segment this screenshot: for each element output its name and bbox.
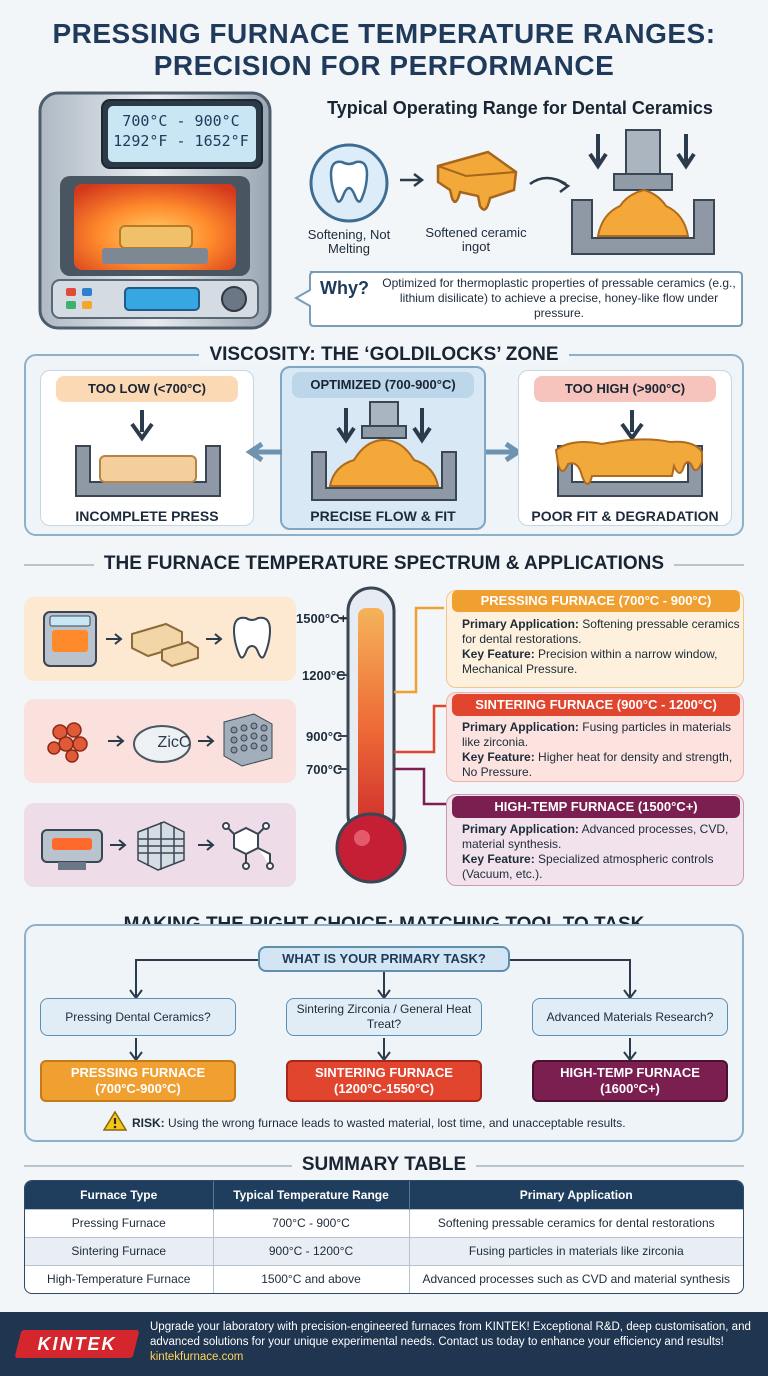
ceramic-ingot-icon (430, 146, 522, 224)
result-sintering-furnace[interactable]: SINTERING FURNACE (1200°C-1550°C) (286, 1060, 482, 1102)
primary-task-question: WHAT IS YOUR PRIMARY TASK? (258, 946, 510, 972)
table-row (25, 1209, 743, 1237)
precise-flow-icon (306, 400, 462, 504)
tooth-icon (306, 140, 392, 230)
table-cell: 900°C - 1200°C (213, 1237, 409, 1265)
summary-heading: SUMMARY TABLE (24, 1154, 744, 1176)
result-hightemp-furnace[interactable]: HIGH-TEMP FURNACE (1600°C+) (532, 1060, 728, 1102)
viscosity-heading: VISCOSITY: THE ‘GOLDILOCKS’ ZONE (24, 344, 744, 366)
task-advanced-research[interactable]: Advanced Materials Research? (532, 998, 728, 1036)
softened-ingot-label: Softened ceramic ingot (425, 225, 527, 254)
tick-900: 900°C (306, 729, 343, 744)
column-header: Primary Application (409, 1181, 743, 1209)
operating-range-heading: Typical Operating Range for Dental Ceramics (327, 98, 713, 118)
too-low-label: TOO LOW (<700°C) (56, 376, 238, 402)
incomplete-press-icon (70, 406, 226, 498)
tick-700: 700°C (306, 762, 343, 777)
result-pressing-furnace[interactable]: PRESSING FURNACE (700°C-900°C) (40, 1060, 236, 1102)
warning-icon (102, 1110, 128, 1132)
task-sintering-zirconia[interactable]: Sintering Zirconia / General Heat Treat? (286, 998, 482, 1036)
press-mold-icon (568, 126, 718, 260)
poor-fit-label: POOR FIT & DEGRADATION (531, 508, 719, 524)
table-cell: Sintering Furnace (25, 1237, 213, 1265)
table-row (25, 1265, 743, 1293)
temperature-display: 700°C - 900°C 1292°F - 1652°F (113, 112, 249, 150)
table-cell: Fusing particles in materials like zirconia (409, 1237, 743, 1265)
column-header: Typical Temperature Range (213, 1181, 409, 1209)
kintek-logo[interactable] (15, 1330, 140, 1358)
table-cell: Pressing Furnace (25, 1209, 213, 1237)
zirconia-disc-label: ZicC (157, 734, 191, 751)
task-pressing-dental-ceramics[interactable]: Pressing Dental Ceramics? (40, 998, 236, 1036)
why-text: Optimized for thermoplastic properties of pressable ceramics (e.g., lithium disilicate) to achieve a precise, honey-like flow under pressure. (382, 276, 736, 320)
hightemp-process-icons (38, 812, 288, 878)
too-high-label: TOO HIGH (>900°C) (534, 376, 716, 402)
precise-flow-label: PRECISE FLOW & FIT (310, 508, 456, 524)
tick-1500: 1500°C+ (296, 611, 348, 626)
arrow-left-icon (244, 440, 284, 464)
pressing-furnace-desc: Primary Application: Softening pressable ceramics for dental restorations. Key Feature: Precision within a narrow window, Mechanical Pressure. (462, 617, 740, 676)
table-row (25, 1237, 743, 1265)
hightemp-furnace-tag: HIGH-TEMP FURNACE (1500°C+) (452, 796, 740, 818)
tick-1200: 1200°C (302, 668, 346, 683)
risk-note: RISK: Using the wrong furnace leads to wasted material, lost time, and unacceptable results. (132, 1116, 626, 1130)
sintering-furnace-tag: SINTERING FURNACE (900°C - 1200°C) (452, 694, 740, 716)
softening-label: Softening, Not Melting (307, 227, 391, 256)
optimized-label: OPTIMIZED (700-900°C) (292, 372, 474, 398)
table-cell: Advanced processes such as CVD and material synthesis (409, 1265, 743, 1293)
sintering-furnace-desc: Primary Application: Fusing particles in materials like zirconia. Key Feature: Higher heat for density and strength, No Pressure. (462, 720, 733, 779)
footer-text: Upgrade your laboratory with precision-engineered furnaces from KINTEK! Exceptional R&D, deep customisation, and advanced solutions for your unique experimental needs. Contact us today to enhance your efficiency and results! kintekfurnace.com (150, 1321, 751, 1363)
incomplete-press-label: INCOMPLETE PRESS (75, 508, 219, 524)
page-title: PRESSING FURNACE TEMPERATURE RANGES: PRECISION FOR PERFORMANCE (52, 18, 716, 81)
kintek-logo-text: KINTEK (37, 1334, 117, 1354)
table-cell: Softening pressable ceramics for dental restorations (409, 1209, 743, 1237)
table-cell: 1500°C and above (213, 1265, 409, 1293)
arrow-right-icon (398, 170, 428, 190)
summary-table (24, 1180, 744, 1294)
why-label: Why? (320, 278, 369, 298)
spectrum-heading: THE FURNACE TEMPERATURE SPECTRUM & APPLICATIONS (24, 553, 744, 575)
table-cell: High-Temperature Furnace (25, 1265, 213, 1293)
pressing-process-icons (38, 606, 288, 672)
hightemp-furnace-desc: Primary Application: Advanced processes, CVD, material synthesis. Key Feature: Specialized atmospheric controls (Vacuum, etc.). (462, 822, 729, 881)
poor-fit-icon (552, 406, 708, 506)
column-header: Furnace Type (25, 1181, 213, 1209)
footer-link[interactable]: kintekfurnace.com (150, 1351, 244, 1363)
pressing-furnace-tag: PRESSING FURNACE (700°C - 900°C) (452, 590, 740, 612)
table-cell: 700°C - 900°C (213, 1209, 409, 1237)
